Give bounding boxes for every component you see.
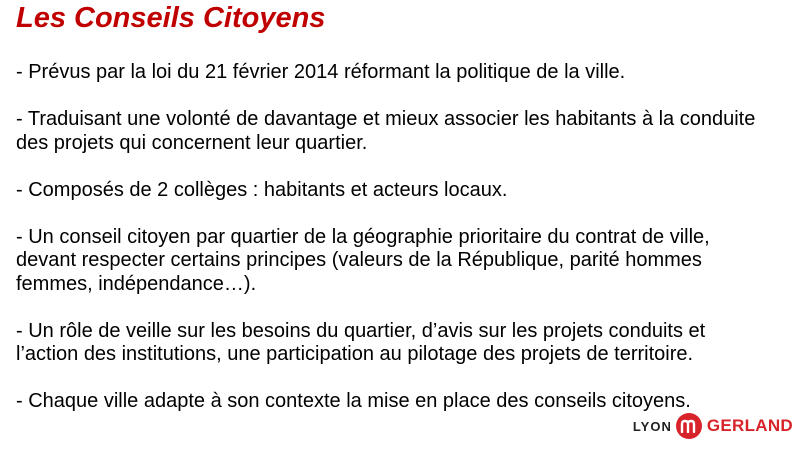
logo-name-text: GERLAND xyxy=(706,416,793,435)
bullet-list xyxy=(16,61,756,437)
bullet-item: - Prévus par la loi du 21 février 2014 réformant la politique de la ville. xyxy=(16,61,626,83)
m-glyph-icon xyxy=(680,419,698,433)
slide-title: Les Conseils Citoyens xyxy=(16,2,326,34)
m-circle-icon xyxy=(676,413,702,439)
logo-city-text: LYON xyxy=(632,418,672,434)
bullet-item: - Composés de 2 collèges : habitants et acteurs locaux. xyxy=(16,178,508,201)
lyon-gerland-logo xyxy=(633,412,793,440)
bullet-item: - Traduisant une volonté de davantage et mieux associer les habitants à la conduite des projets qui concernent leur quartier. xyxy=(16,108,756,154)
bullet-item: - Chaque ville adapte à son contexte la mise en place des conseils citoyens. xyxy=(16,390,691,412)
bullet-item: - Un conseil citoyen par quartier de la géographie prioritaire du contrat de ville, devant respecter certains principes (valeurs de la République, parité hommes femmes, indépendance…). xyxy=(16,225,710,295)
bullet-item: - Un rôle de veille sur les besoins du quartier, d’avis sur les projets conduits et l’action des institutions, une participation au pilotage des projets de territoire. xyxy=(16,319,706,365)
